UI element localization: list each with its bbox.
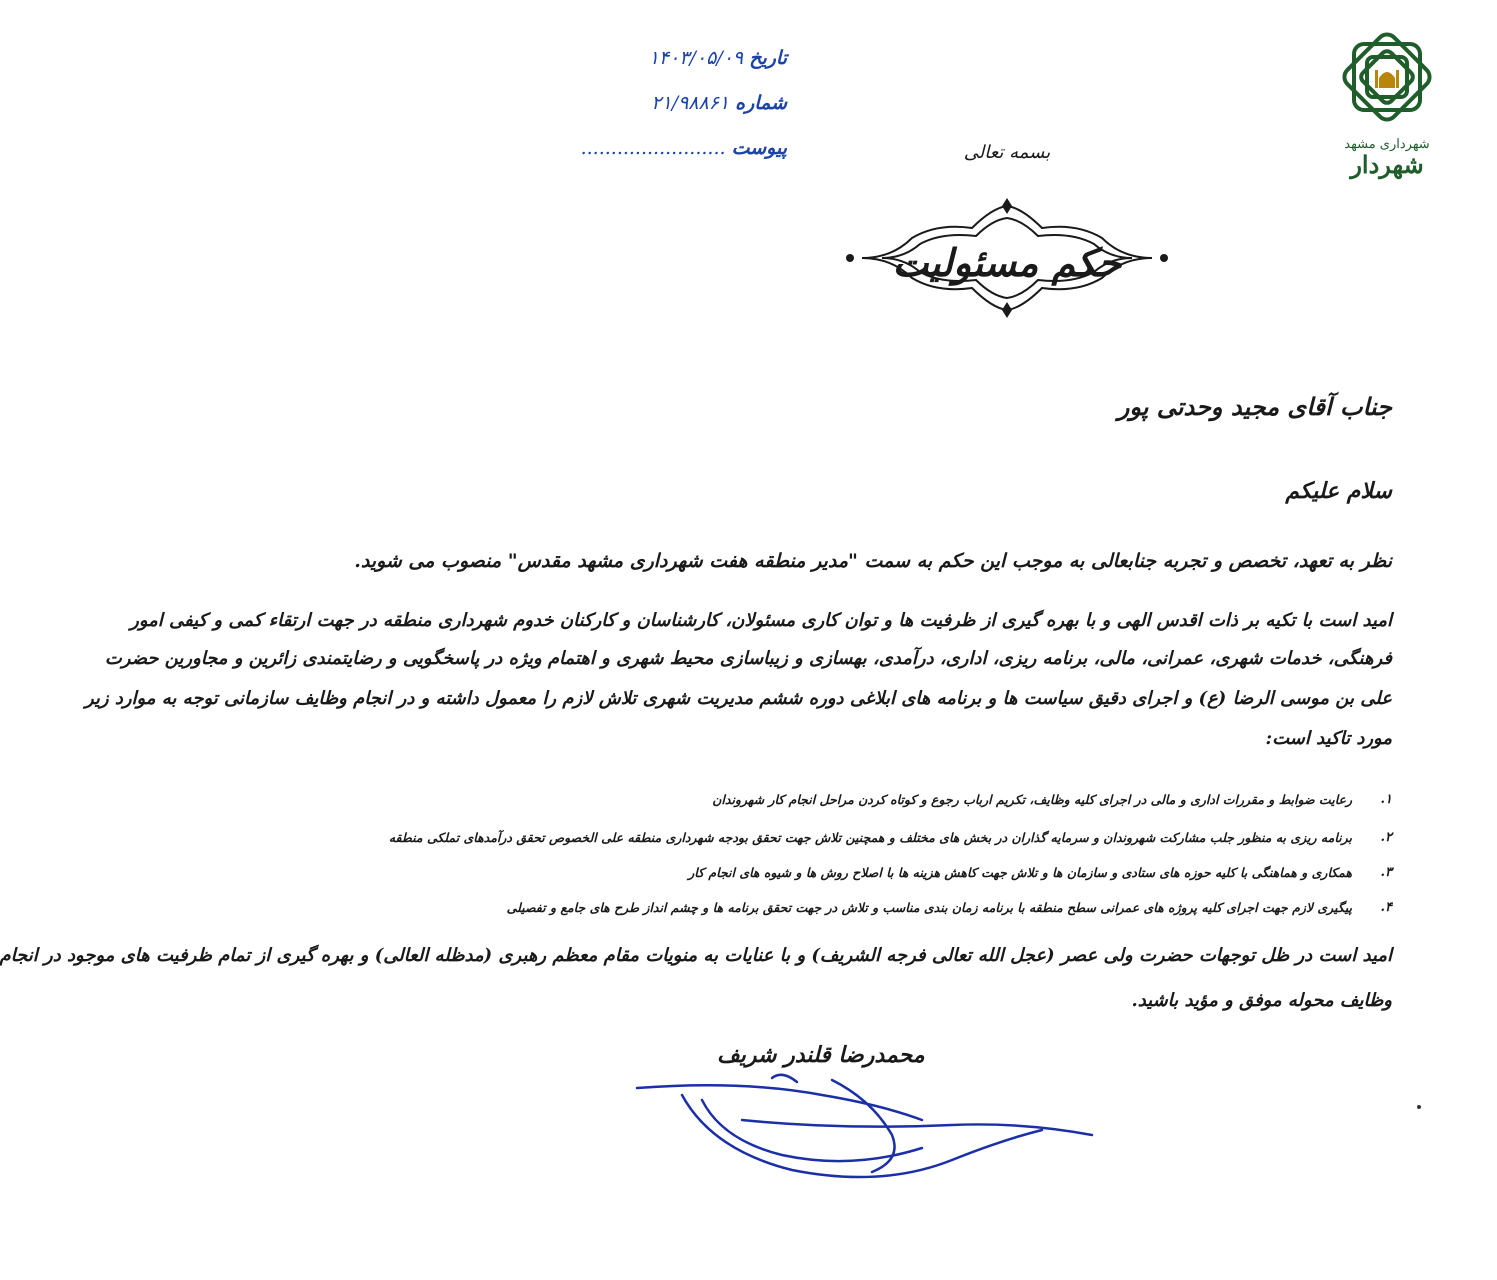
paragraph-line: امید است با تکیه بر ذات اقدس الهی و با بهره گیری از ظرفیت ها و توان کاری مسئولان، کارشناسان و کارکنان خدوم شهرداری منطقه در جهت ارتقاء کمی و کیفی امور [130,610,1392,631]
list-item [712,792,1392,807]
list-number: ۳. [1380,865,1392,880]
logo-subtitle: شهرداری مشهد [1344,137,1430,152]
list-item [506,900,1392,915]
closing-paragraph-line: امید است در ظل توجهات حضرت ولی عصر (عجل الله تعالی فرجه الشریف) و با عنایات به منویات مقام معظم رهبری (مدظله العالی) و بهره گیری از تمام ظرفیت های موجود در انجام [0,945,1392,966]
paragraph-line: علی بن موسی الرضا (ع) و اجرای دقیق سیاست ها و برنامه های ابلاغی دوره ششم مدیریت شهری تلاش لازم را معمول داشته و در انجام وظایف سازمانی توجه به موارد زیر [84,688,1392,709]
letter-meta [580,36,787,171]
list-text: همکاری و هماهنگی با کلیه حوزه های ستادی و سازمان ها و تلاش جهت کاهش هزینه ها با اصلاح روش ها و شیوه های انجام کار [688,865,1352,880]
greeting-line: سلام علیکم [1285,478,1392,504]
recipient-line: جناب آقای مجید وحدتی پور [1117,392,1392,421]
list-number: ۴. [1380,900,1392,915]
list-number: ۲. [1380,830,1392,845]
list-number: ۱. [1380,792,1392,807]
title-cartouche [842,198,1172,318]
number-label: شماره [735,92,787,114]
ink-dot [1417,1105,1421,1109]
date-label: تاریخ [749,47,787,69]
attachment-row [580,126,787,171]
attachment-label: پیوست [731,137,787,159]
paragraph-line: مورد تاکید است: [1265,728,1392,749]
list-item [388,830,1392,845]
document-title: حکم مسئولیت [892,240,1122,285]
handwritten-signature-icon [622,1060,1122,1190]
mashhad-emblem-icon [1332,22,1442,132]
number-row [597,81,787,126]
appointment-paragraph: نظر به تعهد، تخصص و تجربه جنابعالی به موجب این حکم به سمت "مدیر منطقه هفت شهرداری مشهد مقدس" منصوب می شوید. [354,550,1392,572]
number-value: ۲۱/۹۸۸۶۱ [651,92,730,114]
logo-title: شهردار [1350,150,1424,180]
date-row [597,36,787,81]
list-item [688,865,1392,880]
closing-paragraph-line: وظایف محوله موفق و مؤید باشید. [1131,990,1392,1011]
date-value: ۱۴۰۳/۰۵/۰۹ [648,47,744,69]
attachment-value: ........................ [580,137,726,159]
paragraph-line: فرهنگی، خدمات شهری، عمرانی، مالی، برنامه ریزی، اداری، درآمدی، بهسازی و زیباسازی محیط شهری و اهتمام ویژه در پاسخگویی و رضایتمندی زائرین و مجاورین حضرت [104,648,1392,669]
signer-name: محمدرضا قلندر شریف [717,1042,925,1068]
list-text: رعایت ضوابط و مقررات اداری و مالی در اجرای کلیه وظایف، تکریم ارباب رجوع و کوتاه کردن مراحل انجام کار شهروندان [712,792,1352,807]
bismillah-heading: بسمه تعالی [963,142,1051,163]
list-text: برنامه ریزی به منظور جلب مشارکت شهروندان و سرمایه گذاران در بخش های مختلف و همچنین تلاش جهت تحقق بودجه شهرداری منطقه علی الخصوص تحقق درآمدهای تملکی منطقه [388,830,1352,845]
list-text: پیگیری لازم جهت اجرای کلیه پروژه های عمرانی سطح منطقه با برنامه زمان بندی مناسب و تلاش در جهت تحقق برنامه ها و چشم انداز طرح های جامع و تفصیلی [506,900,1352,915]
municipality-logo [1332,22,1442,197]
